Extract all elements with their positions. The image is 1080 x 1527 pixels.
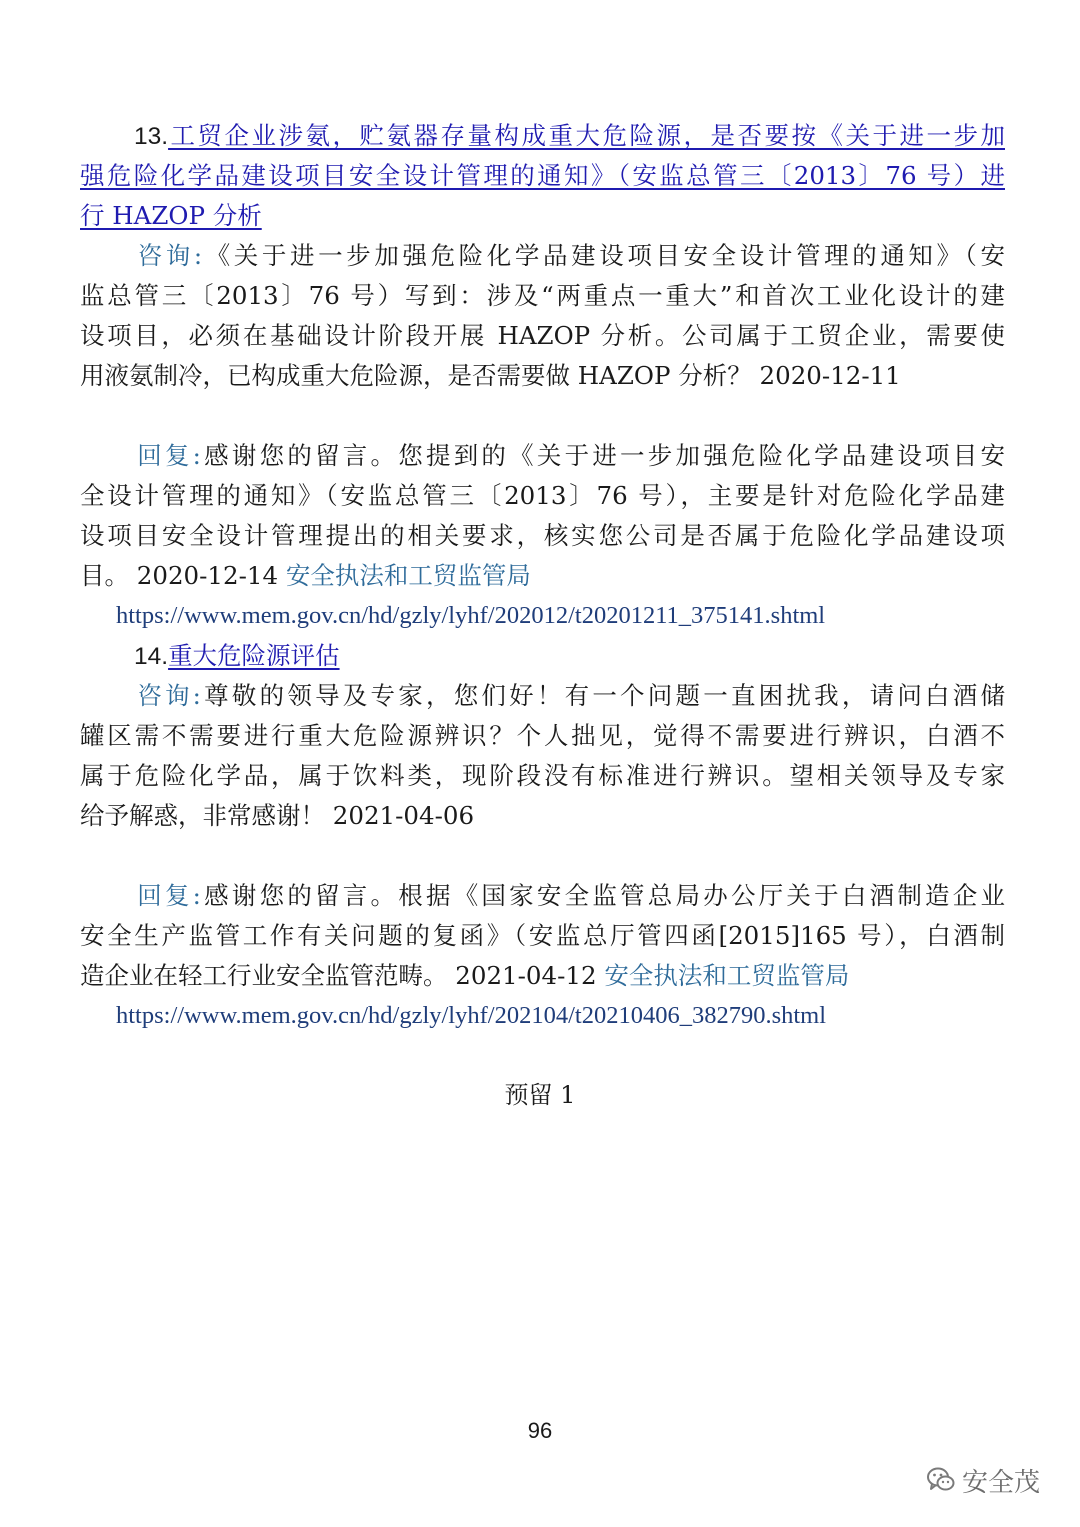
q13-consult-text-1: 《关于进一步加强危险化学品建设项目安全设计管理的通知》（安 — [202, 241, 1005, 270]
q14-reply-text-1: 感谢您的留言。根据《国家安全监管总局办公厅关于白酒制造企业 — [200, 881, 1005, 910]
q13-reply-text-4: 目。 2020-12-14 — [80, 561, 286, 590]
q13-consult-line-1 — [80, 236, 1005, 276]
q13-reply-line-1 — [80, 436, 1005, 476]
q13-consult-line-4: 用液氨制冷，已构成重大危险源，是否需要做 HAZOP 分析？ 2020-12-11 — [80, 361, 901, 390]
reserved-heading: 预留 1 — [504, 1081, 576, 1109]
q14-reply-line-3 — [80, 956, 1005, 996]
q14-title-number: 14. — [134, 643, 169, 670]
q13-title-line-3[interactable]: 行 HAZOP 分析 — [80, 201, 262, 230]
q13-title-line-1[interactable] — [80, 116, 1005, 156]
q14-reply-text-3: 造企业在轻工行业安全监管范畴。 2021-04-12 — [80, 961, 605, 990]
q14-title-line[interactable] — [80, 636, 1005, 676]
q14-consult-text-1: 尊敬的领导及专家，您们好！有一个问题一直困扰我，请问白酒储 — [200, 681, 1005, 710]
q13-title-number: 13. — [134, 123, 169, 150]
q14-consult-line-4: 给予解惑，非常感谢！ 2021-04-06 — [80, 801, 475, 830]
q14-reply-line-2: 安全生产监管工作有关问题的复函》（安监总厅管四函[2015]165 号），白酒制 — [80, 921, 1005, 950]
watermark-text: 安全茂 — [962, 1467, 1041, 1498]
page-number: 96 — [527, 1418, 553, 1443]
q13-consult-tag: 咨询: — [134, 241, 203, 270]
q14-reply-line-1 — [80, 876, 1005, 916]
q14-reply-tag: 回复: — [134, 881, 201, 910]
q13-reply-line-4 — [80, 556, 1005, 596]
q13-reply-line-3: 设项目安全设计管理提出的相关要求，核实您公司是否属于危险化学品建设项 — [80, 521, 1005, 550]
q14-consult-line-1 — [80, 676, 1005, 716]
q13-title-link[interactable]: 工贸企业涉氨，贮氨器存量构成重大危险源，是否要按《关于进一步加 — [168, 121, 1005, 150]
q13-consult-line-2: 监总管三〔2013〕76 号）写到：涉及“两重点一重大”和首次工业化设计的建 — [80, 281, 1005, 310]
watermark — [926, 1462, 1040, 1498]
q14-title-link[interactable]: 重大危险源评估 — [168, 641, 340, 670]
q13-source-url[interactable]: https://www.mem.gov.cn/hd/gzly/lyhf/202012/t20201211_375141.shtml — [116, 602, 826, 629]
q14-consult-line-2: 罐区需不需要进行重大危险源辨识？个人拙见，觉得不需要进行辨识，白酒不 — [80, 721, 1005, 750]
q13-reply-text-1: 感谢您的留言。您提到的《关于进一步加强危险化学品建设项目安 — [200, 441, 1005, 470]
q14-consult-tag: 咨询: — [134, 681, 201, 710]
q13-reply-tag: 回复: — [134, 441, 201, 470]
q13-reply-dept: 安全执法和工贸监管局 — [285, 561, 531, 590]
q13-title-line-2[interactable]: 强危险化学品建设项目安全设计管理的通知》（安监总管三〔2013〕76 号）进 — [80, 161, 1005, 190]
wechat-icon — [926, 1465, 956, 1495]
q14-reply-dept: 安全执法和工贸监管局 — [604, 961, 850, 990]
q14-source-url[interactable]: https://www.mem.gov.cn/hd/gzly/lyhf/202104/t20210406_382790.shtml — [116, 1002, 827, 1029]
q13-consult-line-3: 设项目，必须在基础设计阶段开展 HAZOP 分析。公司属于工贸企业，需要使 — [80, 321, 1005, 350]
q14-consult-line-3: 属于危险化学品，属于饮料类，现阶段没有标准进行辨识。望相关领导及专家 — [80, 761, 1005, 790]
q13-reply-line-2: 全设计管理的通知》（安监总管三〔2013〕76 号），主要是针对危险化学品建 — [80, 481, 1005, 510]
